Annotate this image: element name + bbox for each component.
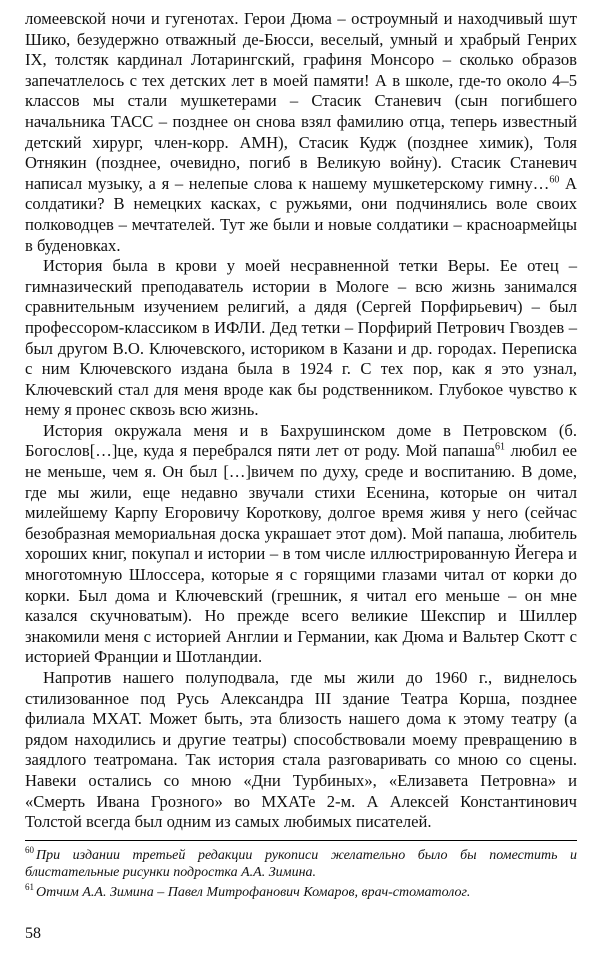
footnote-number: 61 bbox=[25, 882, 34, 893]
paragraph-3-text-b: любил ее не меньше, чем я. Он был […]вичем по духу, среде и воспитанию. В доме, где мы жили, еще недавно звучали стихи Есенина, которые он читал милейшему Карпу Егоровичу Короткову, долгое время живя у него (сейчас безобразная мемориальная доска украшает этот дом). Мой папаша, любитель хороших книг, покупал и истории – в том числе иллюстрированную Йегера и многотомную Шлоссера, которые я с горящими глазами читал от корки до корки. Был дома и Ключевский (грешник, я читал его меньше – он мне казался скучноватым). Но прежде всего великие Шекспир и Шиллер знакомили меня с историей Англии и Германии, как Дюма и Вальтер Скотт с историей Франции и Шотландии. bbox=[25, 441, 577, 667]
paragraph-2: История была в крови у моей несравненной тетки Веры. Ее отец – гимназический преподаватель истории в Мологе – всю жизнь занимался сравнительным изучением религий, а дядя (Сергей Порфирьевич) – был профессором-классиком в ИФЛИ. Дед тетки – Порфирий Петрович Гвоздев – был другом В.О. Ключевского, историком в Казани и др. городах. Переписка с ним Ключевского издана была в 1924 г. С тех пор, как я это узнал, Ключевский стал для меня вроде как бы родственником. Глубокое чувство к нему я пронес сквозь всю жизнь. bbox=[25, 256, 577, 420]
paragraph-3-text-a: История окружала меня и в Бахрушинском доме в Петровском (б. Богослов[…]це, куда я перебрался пяти лет от роду. Мой папаша bbox=[25, 420, 577, 461]
footnote-number: 60 bbox=[25, 845, 34, 856]
page-number: 58 bbox=[25, 925, 41, 942]
footnote-ref-61: 61 bbox=[495, 441, 506, 453]
footnote-text: При издании третьей редакции рукописи желательно было бы поместить и блистательные рисунки подростка А.А. Зимина. bbox=[25, 847, 577, 880]
footnote-text: Отчим А.А. Зимина – Павел Митрофанович Комаров, врач-стоматолог. bbox=[36, 884, 471, 900]
footnotes-section bbox=[25, 840, 577, 901]
paragraph-4: Напротив нашего полуподвала, где мы жили до 1960 г., виднелось стилизованное под Русь Александра III здание Театра Корша, позднее филиала МХАТ. Может быть, эта близость нашего дома к этому театру (а рядом находились и другие театры) способствовали моему превращению в заядлого театромана. Так история стала разговаривать со мною со сцены. Навеки остались со мною «Дни Турбиных», «Елизавета Петровна» и «Смерть Ивана Грозного» во МХАТе 2-м. А Алексей Константинович Толстой всегда был одним из самых любимых писателей. bbox=[25, 668, 577, 832]
paragraph-1-text-b: А солдатики? В немецких касках, с ружьями, они подчинялись воле своих полководцев – мечтателей. Тут же были и новые солдатики – красноармейцы в буденовках. bbox=[25, 173, 577, 255]
paragraph-1-text-a: ломеевской ночи и гугенотах. Герои Дюма – остроумный и находчивый шут Шико, безудержно отважный де-Бюсси, веселый, умный и храбрый Генрих IX, толстяк кардинал Лотарингский, графиня Монсоро – сколько образов запечатлелось с тех детских лет в моей памяти! А в школе, где-то около 4–5 классов мы стали мушкетерами – Стасик Станевич (сын погибшего начальника ТАСС – позднее он снова взял фамилию отца, теперь известный детский хирург, член-корр. АМН), Стасик Кудж (позднее химик), Толя Отнякин (позднее, очевидно, погиб в Великую войну). Стасик Станевич написал музыку, а я – нелепые слова к нашему мушкетерскому гимну… bbox=[25, 9, 577, 193]
footnote-ref-60: 60 bbox=[549, 174, 560, 186]
footnote-60 bbox=[25, 847, 577, 881]
paragraph-1 bbox=[25, 9, 577, 256]
book-page bbox=[25, 9, 577, 901]
paragraph-3 bbox=[25, 421, 577, 668]
footnote-61 bbox=[25, 884, 577, 901]
